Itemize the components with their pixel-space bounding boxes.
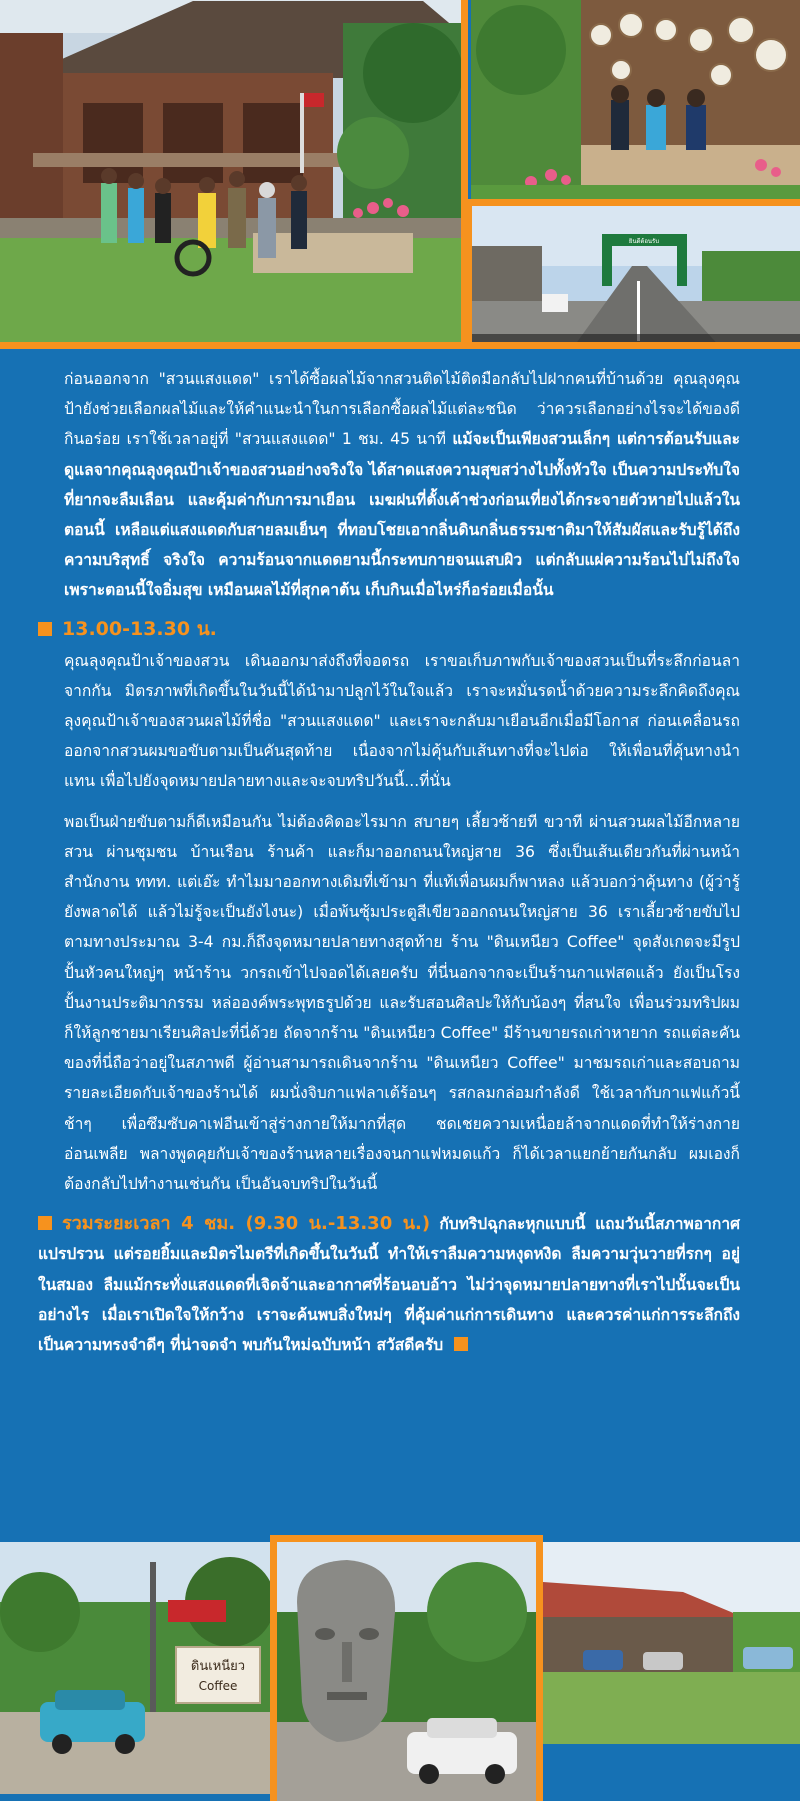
- clock-porch-illustration: [471, 0, 800, 200]
- section-heading-time: [38, 614, 740, 644]
- paragraph-leaving-garden-text: ก่อนออกจาก "สวนแสงแดด" เราได้ซื้อผลไม้จากสวนติดไม้ติดมือกลับไปฝากคนที่บ้านด้วย คุณลุงคุณป้ายังช่วยเลือกผลไม้และให้คำแนะนำในการเลือกซื้อผลไม้แต่ละชนิด ว่าควรเลือกอย่างไรจะได้ของดีกินอร่อย เราใช้เวลาอยู่ที่ "สวนแสงแดด" 1 ชม. 45 นาที: [64, 370, 740, 449]
- orange-square-bullet-icon: [38, 1216, 52, 1230]
- road-arch-illustration: [472, 206, 800, 349]
- arch-sign-text: ยินดีต้อนรับ: [628, 238, 660, 245]
- paragraph-leaving-garden-bold: แม้จะเป็นเพียงสวนเล็กๆ แต่การต้อนรับและดูแลจากคุณลุงคุณป้าเจ้าของสวนอย่างจริงใจ ได้สาดแสงความสุขสว่างไปทั้งหัวใจ เป็นความประทับใจที่ยากจะลืมเลือน และคุ้มค่ากับการมาเยือน เมฆฝนที่ตั้งเค้าช่วงก่อนเที่ยงได้กระจายตัวหายไปแล้วในตอนนี้ เหลือแต่แสงแดดกับสายลมเย็นๆ ที่ทอบโชยเอากลิ่นดินกลิ่นธรรมชาติมาให้สัมผัสและรับรู้ได้ถึงความบริสุทธิ์ จริงใจ ความร้อนจากแดดยามนี้กระทบกายจนแสบผิว แต่กลับแผ่ความร้อนไปไม่ถึงใจ เพราะตอนนี้ใจอิ่มสุข เหมือนผลไม้ที่สุกคาต้น เก็บกินเมื่อไหร่ก็อร่อยเมื่อนั้น: [64, 430, 740, 600]
- photo-cafe-sign-car: [0, 1542, 270, 1794]
- paragraph-leaving-garden: [64, 364, 740, 606]
- farmhouse-illustration: [0, 0, 461, 342]
- paragraph-farewell: คุณลุงคุณป้าเจ้าของสวน เดินออกมาส่งถึงที่จอดรถ เราขอเก็บภาพกับเจ้าของสวนเป็นที่ระลึกก่อนลาจากกัน มิตรภาพที่เกิดขึ้นในวันนี้ได้นำมาปลูกไว้ในใจแล้ว เราจะหมั่นรดน้ำด้วยความระลึกคิดถึงคุณลุงคุณป้าเจ้าของสวนผลไม้ที่ชื่อ "สวนแสงแดด" และเราจะกลับมาเยือนอีกเมื่อมีโอกาส ก่อนเคลื่อนรถออกจากสวนผมขอขับตามเป็นคันสุดท้าย เนื่องจากไม่คุ้นกับเส้นทางที่จะไปต่อ ให้เพื่อนที่คุ้นทางนำแทน เพื่อไปยังจุดหมายปลายทางและจะจบทริปวันนี้...ที่นั่น: [64, 651, 740, 791]
- photo-clock-porch: [471, 0, 800, 200]
- section-heading-time-text: 13.00-13.30 น.: [62, 617, 217, 640]
- stone-head-illustration: [277, 1542, 536, 1801]
- paragraph-summary: [38, 1209, 740, 1360]
- garage-illustration: [543, 1542, 800, 1744]
- cafe-sign-illustration: [0, 1542, 270, 1794]
- photo-road-arch: [465, 199, 800, 349]
- summary-duration-label: รวมระยะเวลา 4 ชม. (9.30 น.-13.30 น.): [62, 1213, 431, 1235]
- orange-square-bullet-icon: [38, 622, 52, 636]
- end-mark-square-icon: [454, 1337, 468, 1351]
- cafe-sign-line2: Coffee: [198, 1679, 238, 1693]
- paragraph-drive-to-cafe: พอเป็นฝ่ายขับตามก็ดีเหมือนกัน ไม่ต้องคิดอะไรมาก สบายๆ เลี้ยวซ้ายที ขวาที ผ่านสวนผลไม้อีกหลายสวน ผ่านชุมชน บ้านเรือน ร้านค้า และก็มาออกถนนใหญ่สาย 36 ซึ่งเป็นเส้นเดียวกันที่ผ่านหน้าสำนักงาน ททท. แต่เอ๊ะ ทำไมมาออกทางเดิมที่เข้ามา ที่แท้เพื่อนผมก็พาหลง แล้วบอกว่าคุ้นทาง (ผู้ว่ารู้ ยังพลาดได้ แล้วไม่รู้จะเป็นยังไงนะ) เมื่อพ้นซุ้มประตูสีเขียวออกถนนใหญ่สาย 36 เราเลี้ยวซ้ายขับไปตามทางประมาณ 3-4 กม.ก็ถึงจุดหมายปลายทางสุดท้าย ร้าน "ดินเหนียว Coffee" จุดสังเกตจะมีรูปปั้นหัวคนใหญ่ๆ หน้าร้าน วกรถเข้าไปจอดได้เลยครับ ที่นี่นอกจากจะเป็นร้านกาแฟสดแล้ว ยังเป็นโรงปั้นงานประติมากรรม หล่อองค์พระพุทธรูปด้วย และรับสอนศิลปะให้กับน้องๆ ที่สนใจ เพื่อนร่วมทริปผม ก็ให้ลูกชายมาเรียนศิลปะที่นี่ด้วย ถัดจากร้าน "ดินเหนียว Coffee" มีร้านขายรถเก่าหายาก รถแต่ละคันของที่นี่ถือว่าอยู่ในสภาพดี ผู้อ่านสามารถเดินจากร้าน "ดินเหนียว Coffee" มาชมรถเก่าและสอบถามรายละเอียดกับเจ้าของร้านได้ ผมนั่งจิบกาแฟลาเต้ร้อนๆ รสกลมกล่อมกำลังดี ใช้เวลากับกาแฟแก้วนี้ช้าๆ เพื่อซึมซับคาเฟอีนเข้าสู่ร่างกายให้มากที่สุด ชดเชยความเหนื่อยล้าจากแดดที่ทำให้ร่างกายอ่อนเพลีย พลางพูดคุยกับเจ้าของร้านหลายเรื่องจนกาแฟหมดแก้ว ก็ได้เวลาแยกย้ายกันกลับ ผมเองก็ต้องกลับไปทำงานเช่นกัน เป็นอันจบทริปในวันนี้: [64, 812, 740, 1194]
- photo-farmhouse-group: [0, 0, 468, 349]
- photo-vintage-car-garage: [543, 1542, 800, 1744]
- article-body: [38, 364, 740, 1360]
- cafe-sign-line1: ดินเหนียว: [190, 1659, 246, 1674]
- summary-text: กับทริปฉุกละหุกแบบนี้ แถมวันนี้สภาพอากาศแปรปรวน แต่รอยยิ้มและมิตรไมตรีที่เกิดขึ้นในวันนี้ ทำให้เราลืมความหงุดหงิด ลืมความวุ่นวายที่รกๆ อยู่ในสมอง ลืมแม้กระทั่งแสงแดดที่เจิดจ้าและอากาศที่ร้อนอบอ้าว ไม่ว่าจุดหมายปลายทางที่เราไปนั้นจะเป็นอย่างไร เมื่อเราเปิดใจให้กว้าง เราจะค้นพบสิ่งใหม่ๆ ที่คุ้มค่าแก่การเดินทาง และควรค่าแก่การระลึกถึง เป็นความทรงจำดีๆ ที่น่าจดจำ พบกันใหม่ฉบับหน้า สวัสดีครับ: [38, 1215, 740, 1355]
- photo-stone-head-sculpture: [270, 1535, 543, 1801]
